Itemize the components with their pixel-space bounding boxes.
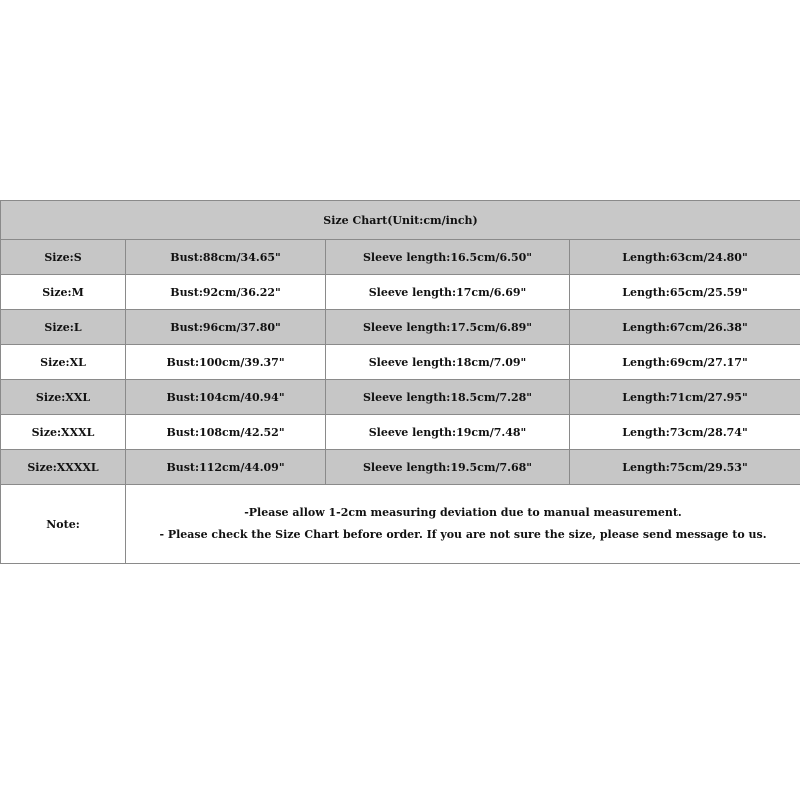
size-chart-title: Size Chart(Unit:cm/inch) [1,201,800,240]
sleeve-length-cell: Sleeve length:19.5cm/7.68" [326,450,570,485]
size-label-cell: Size:M [1,275,126,310]
length-cell: Length:75cm/29.53" [570,450,800,485]
sleeve-length-cell: Sleeve length:16.5cm/6.50" [326,240,570,275]
size-label-cell: Size:XXL [1,380,126,415]
note-line: - Please check the Size Chart before order. If you are not sure the size, please send message to us. [159,528,767,541]
sleeve-length-cell: Sleeve length:18cm/7.09" [326,345,570,380]
size-row [1,275,800,310]
bust-cell: Bust:88cm/34.65" [126,240,326,275]
length-cell: Length:67cm/26.38" [570,310,800,345]
note-label: Note: [1,485,126,564]
size-row [1,450,800,485]
size-row [1,345,800,380]
length-cell: Length:65cm/25.59" [570,275,800,310]
size-label-cell: Size:XL [1,345,126,380]
size-chart-title-row [1,201,800,240]
size-label-cell: Size:S [1,240,126,275]
size-row [1,310,800,345]
note-text-cell [126,485,800,564]
bust-cell: Bust:100cm/39.37" [126,345,326,380]
size-row [1,415,800,450]
bust-cell: Bust:104cm/40.94" [126,380,326,415]
length-cell: Length:63cm/24.80" [570,240,800,275]
note-line: -Please allow 1-2cm measuring deviation due to manual measurement. [244,506,682,519]
sleeve-length-cell: Sleeve length:17cm/6.69" [326,275,570,310]
sleeve-length-cell: Sleeve length:17.5cm/6.89" [326,310,570,345]
sleeve-length-cell: Sleeve length:19cm/7.48" [326,415,570,450]
sleeve-length-cell: Sleeve length:18.5cm/7.28" [326,380,570,415]
size-label-cell: Size:XXXXL [1,450,126,485]
size-label-cell: Size:L [1,310,126,345]
bust-cell: Bust:112cm/44.09" [126,450,326,485]
length-cell: Length:71cm/27.95" [570,380,800,415]
size-chart-table [0,200,800,564]
size-row [1,240,800,275]
length-cell: Length:69cm/27.17" [570,345,800,380]
bust-cell: Bust:108cm/42.52" [126,415,326,450]
size-row [1,380,800,415]
length-cell: Length:73cm/28.74" [570,415,800,450]
size-label-cell: Size:XXXL [1,415,126,450]
bust-cell: Bust:92cm/36.22" [126,275,326,310]
bust-cell: Bust:96cm/37.80" [126,310,326,345]
note-row [1,485,800,564]
